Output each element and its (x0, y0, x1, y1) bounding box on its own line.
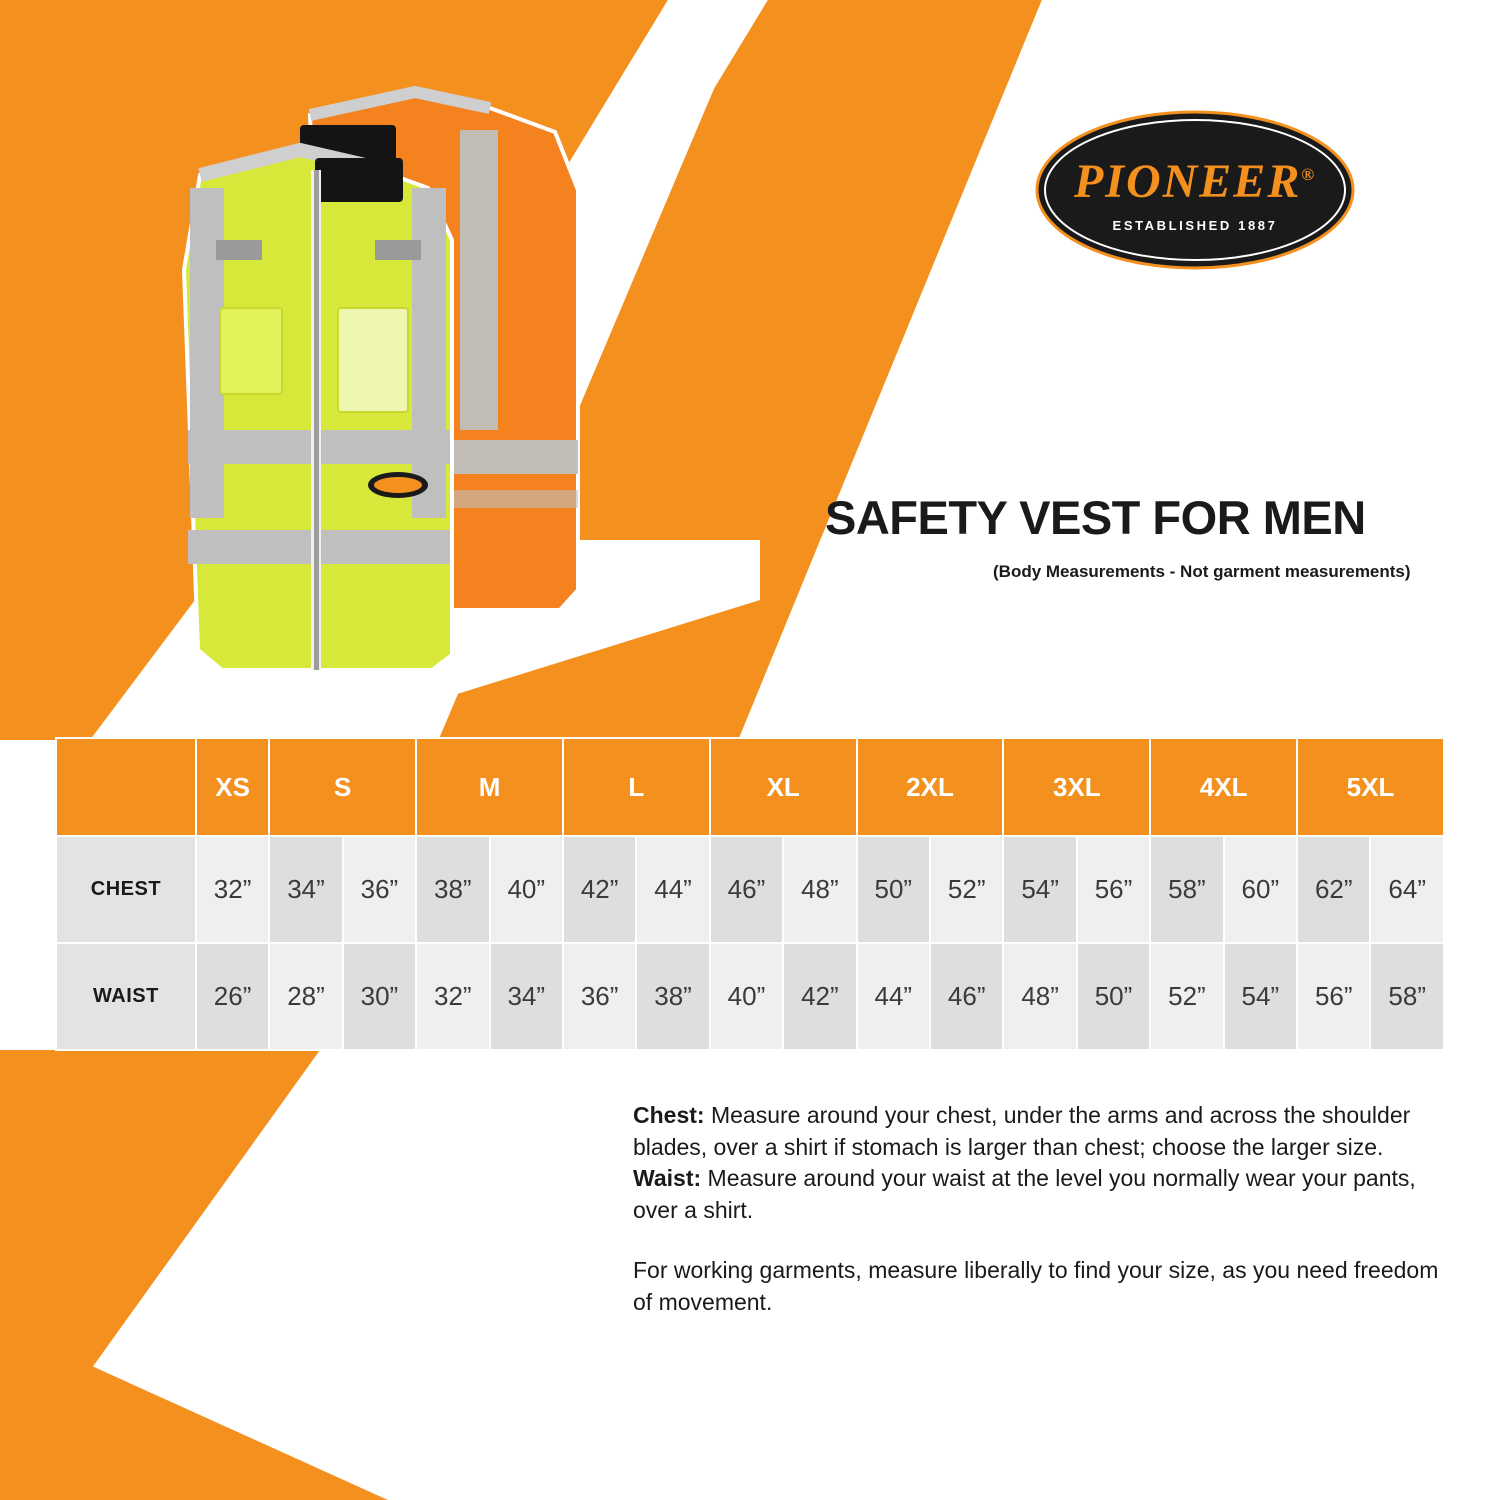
size-header-s: S (269, 738, 416, 836)
waist-value-12: 50” (1077, 943, 1150, 1050)
chest-value-13: 58” (1150, 836, 1223, 943)
chest-value-0: 32” (196, 836, 269, 943)
waist-value-8: 42” (783, 943, 856, 1050)
size-header-3xl: 3XL (1003, 738, 1150, 836)
chest-value-7: 46” (710, 836, 783, 943)
chest-instruction (633, 1100, 1463, 1163)
size-header-4xl: 4XL (1150, 738, 1297, 836)
waist-value-2: 30” (343, 943, 416, 1050)
row-label-waist: WAIST (56, 943, 196, 1050)
table-row (56, 943, 1444, 1050)
size-chart-table (55, 737, 1445, 1051)
footer-note: For working garments, measure liberally to find your size, as you need freedom of movement. (633, 1256, 1439, 1315)
waist-value-13: 52” (1150, 943, 1223, 1050)
yellow-vest-graphic (184, 150, 452, 670)
chest-value-9: 50” (857, 836, 930, 943)
table-header-row (56, 738, 1444, 836)
size-header-xs: XS (196, 738, 269, 836)
size-header-2xl: 2XL (857, 738, 1004, 836)
chest-value-16: 64” (1370, 836, 1444, 943)
waist-instruction-text: Measure around your waist at the level you normally wear your pants, over a shirt. (633, 1165, 1416, 1224)
size-header-l: L (563, 738, 710, 836)
waist-value-6: 38” (636, 943, 709, 1050)
chest-instruction-text: Measure around your chest, under the arms and across the shoulder blades, over a shirt if stomach is larger than chest; choose the larger size. (633, 1102, 1411, 1160)
pioneer-logo (1035, 110, 1355, 270)
chest-value-11: 54” (1003, 836, 1076, 943)
registered-trademark-icon: ® (1301, 165, 1317, 184)
chest-value-5: 42” (563, 836, 636, 943)
chest-value-10: 52” (930, 836, 1003, 943)
size-header-xl: XL (710, 738, 857, 836)
waist-value-7: 40” (710, 943, 783, 1050)
waist-value-5: 36” (563, 943, 636, 1050)
chest-value-6: 44” (636, 836, 709, 943)
waist-value-1: 28” (269, 943, 342, 1050)
waist-value-15: 56” (1297, 943, 1370, 1050)
chest-instruction-label: Chest: (633, 1102, 705, 1128)
table-corner-cell (56, 738, 196, 836)
waist-value-16: 58” (1370, 943, 1444, 1050)
chest-value-2: 36” (343, 836, 416, 943)
waist-instruction-label: Waist: (633, 1165, 702, 1192)
logo-wordmark (1035, 154, 1355, 209)
chest-value-1: 34” (269, 836, 342, 943)
waist-value-3: 32” (416, 943, 489, 1050)
chest-value-15: 62” (1297, 836, 1370, 943)
waist-value-11: 48” (1003, 943, 1076, 1050)
page-subtitle: (Body Measurements - Not garment measurements) (993, 562, 1411, 581)
waist-value-10: 46” (930, 943, 1003, 1050)
size-header-5xl: 5XL (1297, 738, 1444, 836)
waist-value-14: 54” (1224, 943, 1297, 1050)
table-row (56, 836, 1444, 943)
chest-value-8: 48” (783, 836, 856, 943)
waist-value-0: 26” (196, 943, 269, 1050)
row-label-chest: CHEST (56, 836, 196, 943)
safety-vest-illustration (160, 70, 630, 670)
chest-value-3: 38” (416, 836, 489, 943)
measuring-instructions (633, 1100, 1463, 1318)
waist-value-9: 44” (857, 943, 930, 1050)
chest-value-12: 56” (1077, 836, 1150, 943)
logo-name: PIONEER (1073, 155, 1302, 208)
chest-value-14: 60” (1224, 836, 1297, 943)
page-title: SAFETY VEST FOR MEN (825, 491, 1366, 544)
chest-value-4: 40” (490, 836, 563, 943)
size-header-m: M (416, 738, 563, 836)
waist-instruction (633, 1163, 1463, 1226)
waist-value-4: 34” (490, 943, 563, 1050)
logo-established: ESTABLISHED 1887 (1112, 218, 1278, 233)
instruction-spacer (633, 1227, 1463, 1255)
